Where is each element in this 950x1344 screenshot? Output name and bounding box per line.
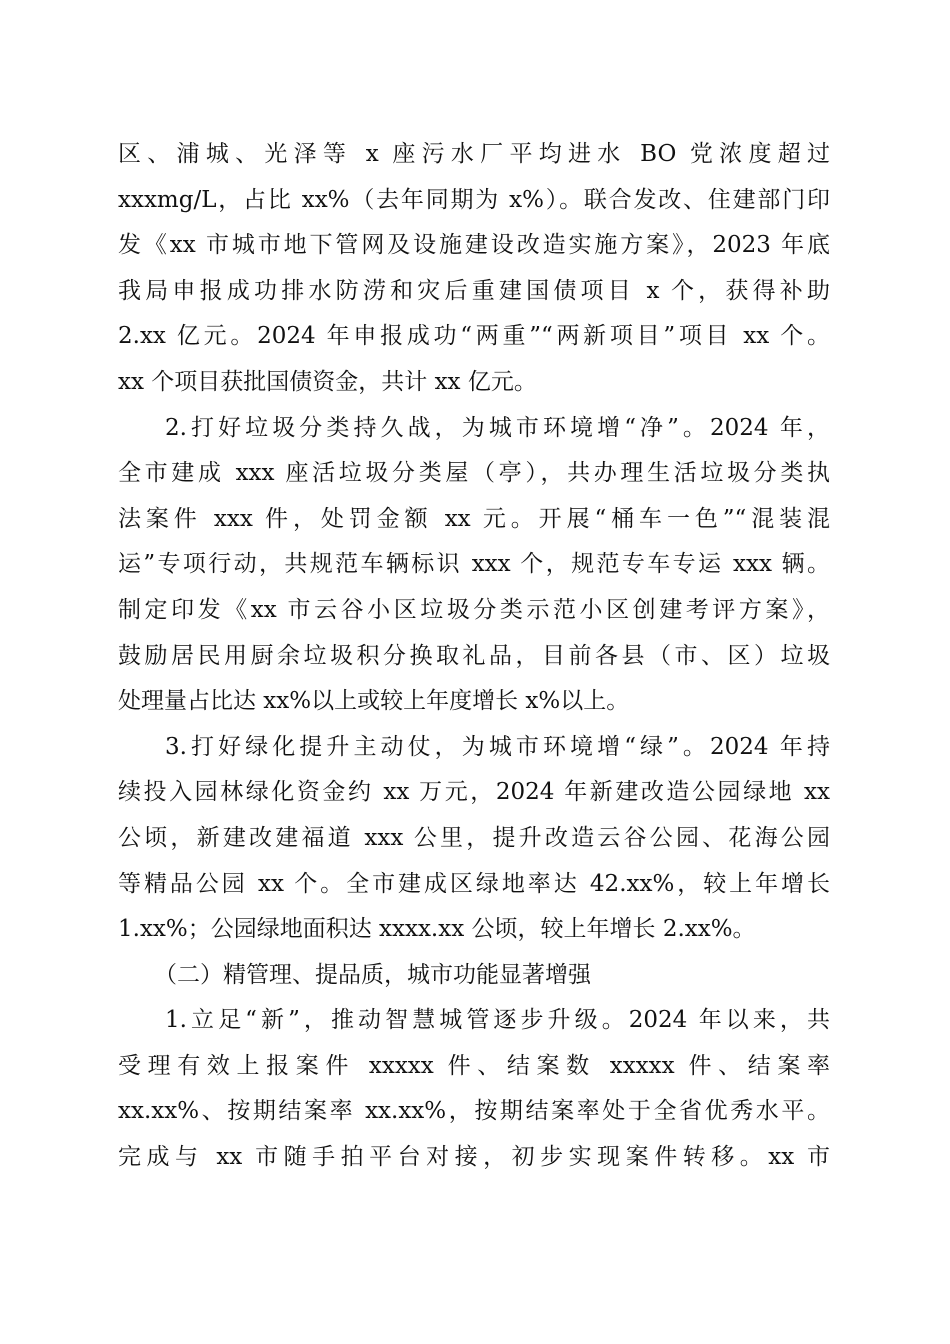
text-line: 运”专项行动，共规范车辆标识 xxx 个，规范专车专运 xxx 辆。 — [118, 551, 830, 578]
text-line: 区、浦城、光泽等 x 座污水厂平均进水 BO 党浓度超过 — [118, 141, 830, 167]
text-line: 2.打好垃圾分类持久战，为城市环境增“净”。2024 年， — [165, 414, 830, 441]
text-line: xxxmg/L，占比 xx%（去年同期为 x%）。联合发改、住建部门印 — [118, 186, 830, 213]
text-line: xx.xx%、按期结案率 xx.xx%，按期结案率处于全省优秀水平。 — [118, 1098, 830, 1125]
text-line: 等精品公园 xx 个。全市建成区绿地率达 42.xx%，较上年增长 — [118, 870, 830, 897]
text-line: 公顷，新建改建福道 xxx 公里，提升改造云谷公园、花海公园 — [118, 824, 830, 851]
text-line: 1.立足“新”，推动智慧城管逐步升级。2024 年以来，共 — [165, 1007, 830, 1034]
text-line: 受理有效上报案件 xxxxx 件、结案数 xxxxx 件、结案率 — [118, 1052, 830, 1079]
text-line: 法案件 xxx 件，处罚金额 xx 元。开展“桶车一色”“混装混 — [118, 505, 830, 532]
text-line: 1.xx%；公园绿地面积达 xxxx.xx 公顷，较上年增长 2.xx%。 — [118, 916, 756, 943]
text-line: 3.打好绿化提升主动仗，为城市环境增“绿”。2024 年持 — [165, 733, 830, 760]
section-heading: （二）精管理、提品质，城市功能显著增强 — [154, 961, 591, 988]
text-line: 鼓励居民用厨余垃圾积分换取礼品，目前各县（市、区）垃圾 — [118, 642, 830, 669]
text-line: 制定印发《xx 市云谷小区垃圾分类示范小区创建考评方案》， — [118, 596, 830, 623]
text-line: 处理量占比达 xx%以上或较上年度增长 x%以上。 — [118, 688, 630, 715]
text-line: 续投入园林绿化资金约 xx 万元，2024 年新建改造公园绿地 xx — [118, 779, 830, 806]
document-body — [118, 132, 830, 1181]
text-line: xx 个项目获批国债资金，共计 xx 亿元。 — [118, 368, 537, 395]
text-line: 我局申报成功排水防涝和灾后重建国债项目 x 个，获得补助 — [118, 277, 830, 304]
text-line: 2.xx 亿元。2024 年申报成功“两重”“两新项目”项目 xx 个。 — [118, 323, 830, 350]
text-line: 发《xx 市城市地下管网及设施建设改造实施方案》，2023 年底 — [118, 232, 830, 259]
text-line: 完成与 xx 市随手拍平台对接，初步实现案件转移。xx 市 — [118, 1144, 830, 1171]
text-line: 全市建成 xxx 座活垃圾分类屋（亭），共办理生活垃圾分类执 — [118, 460, 830, 487]
